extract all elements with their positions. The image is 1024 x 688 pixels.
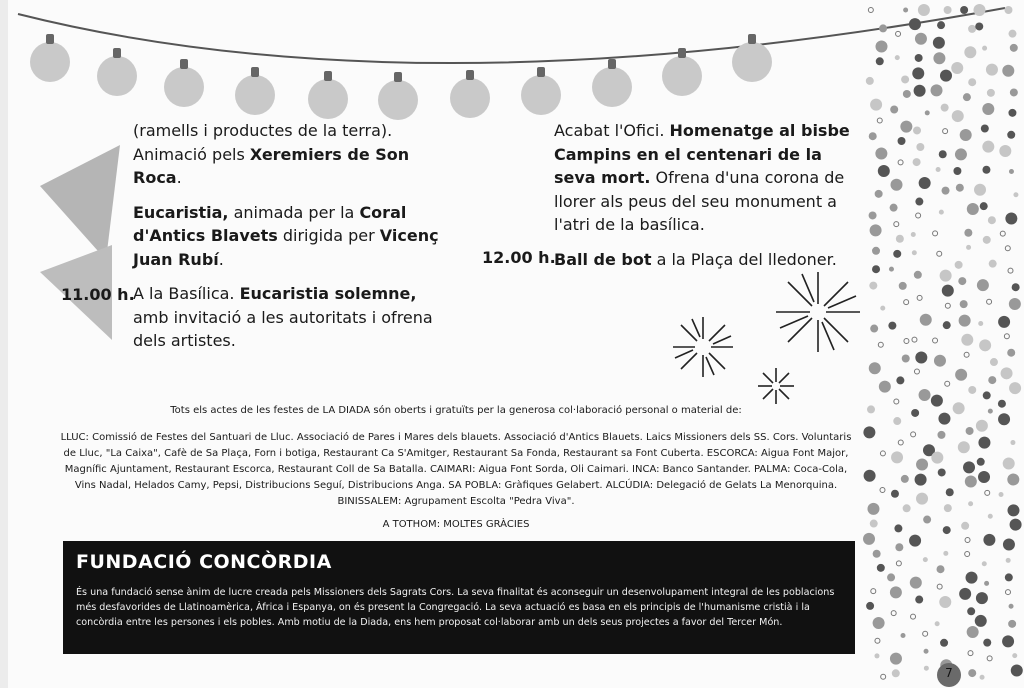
left-paragraph-3: A la Basílica. Eucaristia solemne, amb invitació a les autoritats i ofrena dels artistes.: [133, 284, 433, 350]
left-paragraph-2: Eucaristia, animada per la Coral d'Antics Blavets dirigida per Vicenç Juan Rubí.: [133, 202, 439, 269]
page-number: 7: [937, 663, 961, 687]
fundacio-body: És una fundació sense ànim de lucre creada pels Missioners dels Sagrats Cors. La seva finalitat és aconseguir un desenvolupament integral de les poblacions més desfavorides de Llatinoamèrica, Àfrica i Espanya, on és present la Congregació. La seva actuació es basa en els principis de l'humanisme cristià i la concòrdia entre les persones i els pobles. Amb motiu de la Diada, ens hem proposat col·laborar amb un dels seus projectes a favor del Tercer Món.: [76, 587, 835, 628]
sponsors-list: LLUC: Comissió de Festes del Santuari de Lluc. Associació de Pares i Mares dels blauets. Associació d'Antics Blauets. Laics Missioners dels SS. Cors. Voluntaris de Lluc, "La Caixa", Cafè de Sa Plaça, Forn i botiga, Restaurant Ca S'Amitger, Restaurant Sa Fonda, Restaurant sa Font Cuberta. ESCORCA: Aigua Font Major, Magnífic Ajuntament, Restaurant Escorca, Restaurant Coll de Sa Batalla. CAIMARI: Aigua Font Sorda, Oli Caimari. INCA: Banco Santander. PALMA: Coca-Cola, Vins Nadal, Helados Camy, Pepsi, Distribucions Seguí, Distribucions Anga. SA POBLA: Gràfiques Gelabert. ALCÚDIA: Delegació de Gelats La Menorquina. BINISSALEM: Agrupament Escolta "Pedra Viva".: [60, 432, 852, 507]
sponsors-thanks: A TOTHOM: MOLTES GRÀCIES: [382, 519, 530, 530]
right-paragraph-1: Acabat l'Ofici. Homenatge al bisbe Campins en el centenari de la seva mort. Ofrena d'una corona de llorer als peus del seu monument a l'atri de la basílica.: [554, 121, 850, 234]
left-paragraph-1: (ramells i productes de la terra). Animació pels Xeremiers de Son Roca.: [133, 121, 410, 187]
fundacio-box: [63, 541, 855, 654]
fundacio-title: FUNDACIÓ CONCÒRDIA: [76, 551, 332, 573]
sponsors-intro: Tots els actes de les festes de LA DIADA són oberts i gratuïts per la generosa col·laboració personal o material de:: [170, 405, 742, 416]
left-column: [133, 119, 448, 364]
sponsors-section: [60, 403, 852, 533]
right-column: [554, 119, 864, 282]
time-12h: 12.00 h.: [482, 248, 556, 267]
time-11h: 11.00 h.: [61, 285, 135, 304]
confetti-dots-decoration: [859, 0, 1024, 688]
right-paragraph-2: Ball de bot a la Plaça del lledoner.: [554, 249, 837, 269]
